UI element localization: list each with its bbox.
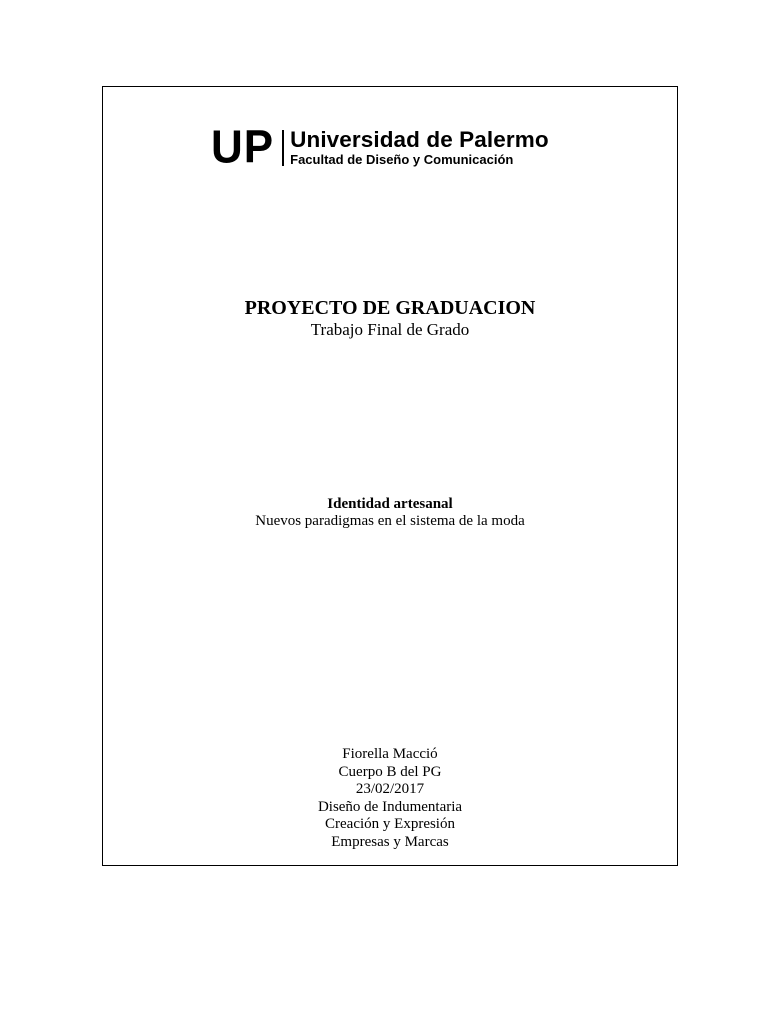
thesis-title: Identidad artesanal [327,496,453,512]
submission-date: 23/02/2017 [355,781,425,797]
category-name: Creación y Expresión [325,816,455,832]
author-block [102,746,678,851]
thesis-subtitle: Nuevos paradigmas en el sistema de la moda [255,513,525,529]
document-title: PROYECTO DE GRADUACION [244,297,536,319]
logo-mark: UP [211,121,275,174]
document-subtitle: Trabajo Final de Grado [310,320,470,339]
career-name: Diseño de Indumentaria [317,798,463,815]
author-name: Fiorella Macció [342,746,438,762]
logo-divider [282,130,284,166]
university-name: Universidad de Palermo [290,127,549,152]
faculty-name: Facultad de Diseño y Comunicación [290,152,514,167]
logo-text [290,128,549,168]
university-logo [211,121,549,174]
corpus-label: Cuerpo B del PG [338,763,442,780]
research-line: Empresas y Marcas [331,833,449,850]
